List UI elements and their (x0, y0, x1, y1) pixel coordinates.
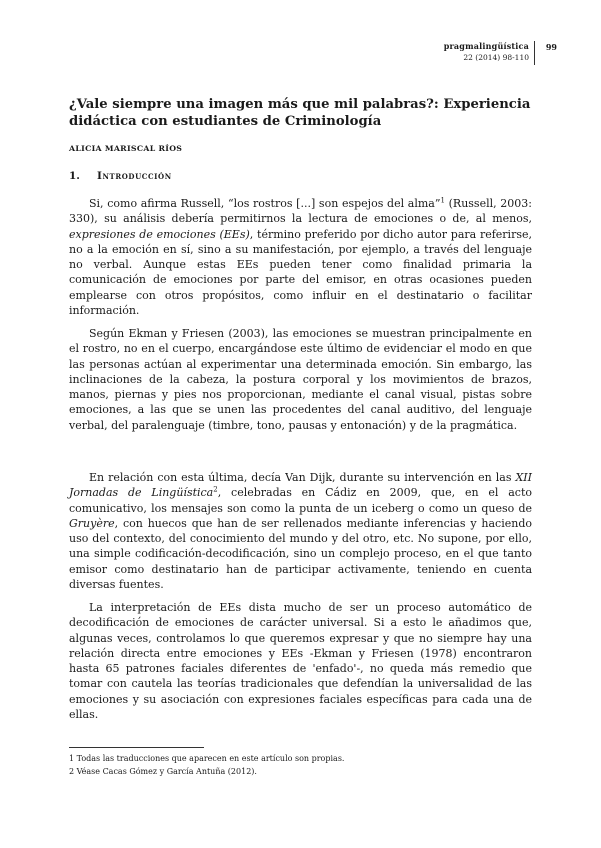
footnote-divider (69, 747, 204, 748)
journal-name: pragmalingüística (443, 41, 529, 51)
paragraph-3-emphasis-1: XII Jornadas de Lingüística (69, 471, 532, 500)
paragraph-1-emphasis: expresiones de emociones (EEs) (69, 227, 250, 241)
section-heading (69, 170, 172, 182)
footnote-ref-2: 2 (213, 485, 218, 494)
article-title: ¿Vale siempre una imagen más que mil palabras?: Experiencia didáctica con estudiantes de Criminología (69, 97, 531, 129)
footnote-1: 1 Todas las traducciones que aparecen en este artículo son propias. (69, 754, 345, 763)
paragraph-2: Según Ekman y Friesen (2003), las emociones se muestran principalmente en el rostro, no en el cuerpo, encargándose este último de evidenciar el modo en que las personas actúan al experimentar una determinada emoción. Sin embargo, las inclinaciones de la cabeza, la postura corporal y los movimientos de brazos, manos, piernas y pies nos proporcionan, mediante el canal visual, pistas sobre emociones, a las que se unen las procedentes del canal auditivo, del lenguaje verbal, del paralenguaje (timbre, tono, pausas y entonación) y de la pragmática. (69, 327, 532, 432)
paragraph-1-text-b: (Russell, 2003: 330), su análisis debería permitirnos la lectura de emociones o de, al menos, (69, 197, 532, 226)
author-name: ALICIA MARISCAL RÍOS (69, 144, 183, 153)
journal-issue: 22 (2014) 98-110 (463, 53, 529, 62)
paragraph-3-text-c: , con huecos que han de ser rellenados mediante inferencias y haciendo uso del contexto, del conocimiento del mundo y del otro, etc. No supone, por ello, una simple codificación-decodificación, sino un complejo proceso, en el que tanto emisor como destinatario han de participar activamente, teniendo en cuenta diversas fuentes. (69, 516, 532, 592)
footnote-2: 2 Véase Cacas Gómez y García Antuña (2012). (69, 767, 257, 776)
paragraph-3-text-a: En relación con esta última, decía Van Dijk, durante su intervención en las (89, 471, 516, 484)
paragraph-3-emphasis-2: Gruyère (69, 516, 115, 530)
footnotes (69, 752, 532, 778)
page-number: 99 (545, 42, 557, 52)
running-head (444, 40, 529, 64)
paragraph-3-text-b: , celebradas en Cádiz en 2009, que, en el acto comunicativo, los mensajes son como la punta de un iceberg o como un queso de (69, 486, 533, 515)
paragraph-1 (69, 196, 532, 318)
section-number: 1. (69, 170, 80, 182)
running-head-divider (534, 41, 535, 65)
footnote-ref-1: 1 (440, 196, 445, 205)
paragraph-3 (69, 470, 532, 592)
paragraph-4: La interpretación de EEs dista mucho de ser un proceso automático de decodificación de emociones de carácter universal. Si a esto le añadimos que, algunas veces, controlamos lo que queremos expresar y que no siempre hay una relación directa entre emociones y EEs -Ekman y Friesen (1978) encontraron hasta 65 patrones faciales diferentes de 'enfado'-, no queda más remedio que tomar con cautela las teorías tradicionales que defendían la universalidad de las emociones y su asociación con expresiones faciales específicas para cada una de ellas. (69, 601, 532, 722)
section-title: Introducción (97, 170, 172, 182)
paragraph-1-text-a: Si, como afirma Russell, “los rostros [...] son espejos del alma” (89, 197, 441, 210)
paragraph-1-text-c: , término preferido por dicho autor para referirse, no a la emoción en sí, sino a su manifestación, por ejemplo, a través del lenguaje no verbal. Aunque estas EEs pueden tener como finalidad primaria la comunicación de emociones por parte del emisor, en otras ocasiones pueden emplearse con otros propósitos, como influir en el destinatario o facilitar información. (69, 227, 532, 318)
